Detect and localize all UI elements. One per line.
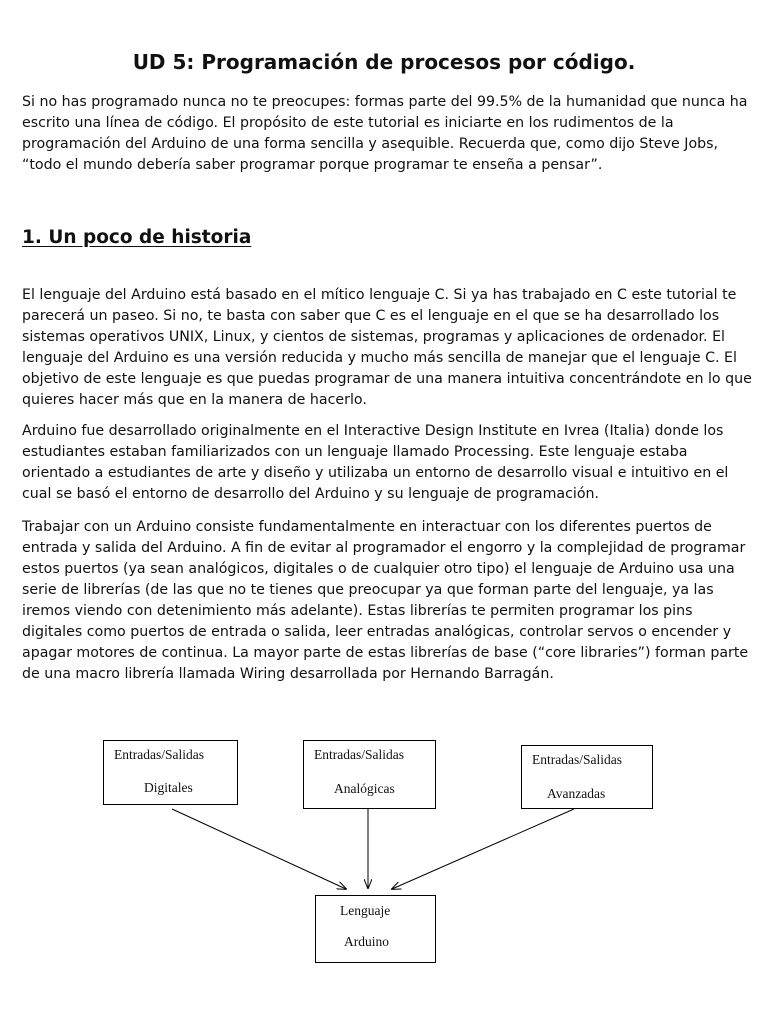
arrow-digitales-to-arduino	[172, 809, 346, 889]
box-io-digital	[103, 740, 238, 805]
io-diagram	[0, 720, 768, 1010]
box-io-digital-line1: Entradas/Salidas	[114, 747, 204, 762]
box-io-analog-line2: Analógicas	[334, 781, 395, 796]
box-io-advanced-line2: Avanzadas	[547, 786, 606, 801]
intro-paragraph: Si no has programado nunca no te preocupes: formas parte del 99.5% de la humanidad que nunca ha escrito una línea de código. El propósito de este tutorial es iniciarte en los rudimentos de la programación del Arduino de una forma sencilla y asequible. Recuerda que, como dijo Steve Jobs, “todo el mundo debería saber programar porque programar te enseña a pensar”.	[22, 94, 748, 173]
box-io-analog-line1: Entradas/Salidas	[314, 747, 404, 762]
section-heading: 1. Un poco de historia	[22, 227, 252, 248]
history-paragraph-1: El lenguaje del Arduino está basado en el mítico lenguaje C. Si ya has trabajado en C este tutorial te parecerá un paseo. Si no, te basta con saber que C es el lenguaje en el que se ha desarrollado los sistemas operativos UNIX, Linux, y cientos de sistemas, programas y aplicaciones de ordenador. El lenguaje del Arduino es una versión reducida y mucho más sencilla de manejar que el lenguaje C. El objetivo de este lenguaje es que puedas programar de una manera intuitiva concentrándote en lo que quieres hacer más que en la manera de hacerlo.	[22, 287, 752, 408]
box-io-digital-line2: Digitales	[144, 780, 193, 795]
box-io-advanced-line1: Entradas/Salidas	[532, 752, 622, 767]
page-title: UD 5: Programación de procesos por código.	[132, 50, 636, 74]
arrow-avanzadas-to-arduino	[392, 809, 574, 889]
box-io-analog	[303, 740, 436, 809]
box-io-advanced	[521, 745, 653, 809]
history-paragraph-3: Trabajar con un Arduino consiste fundamentalmente en interactuar con los diferentes puertos de entrada y salida del Arduino. A fin de evitar al programador el engorro y la complejidad de programar estos puertos (ya sean analógicos, digitales o de cualquier otro tipo) el lenguaje de Arduino usa una serie de librerías (de las que no te tienes que preocupar ya que forman parte del lenguaje, ya las iremos viendo con detenimiento más adelante). Estas librerías te permiten programar los pins digitales como puertos de entrada o salida, leer entradas analógicas, controlar servos o encender y apagar motores de continua. La mayor parte de estas librerías de base (“core libraries”) forman parte de una macro librería llamada Wiring desarrollada por Hernando Barragán.	[22, 519, 749, 682]
box-arduino-language-line2: Arduino	[344, 934, 389, 949]
history-paragraph-2: Arduino fue desarrollado originalmente en el Interactive Design Institute en Ivrea (Italia) donde los estudiantes estaban familiarizados con un lenguaje llamado Processing. Este lenguaje estaba orientado a estudiantes de arte y diseño y utilizaba un entorno de desarrollo visual e intuitivo en el cual se basó el entorno de desarrollo del Arduino y su lenguaje de programación.	[22, 423, 729, 502]
box-arduino-language-line1: Lenguaje	[340, 903, 391, 918]
box-arduino-language	[315, 895, 436, 963]
